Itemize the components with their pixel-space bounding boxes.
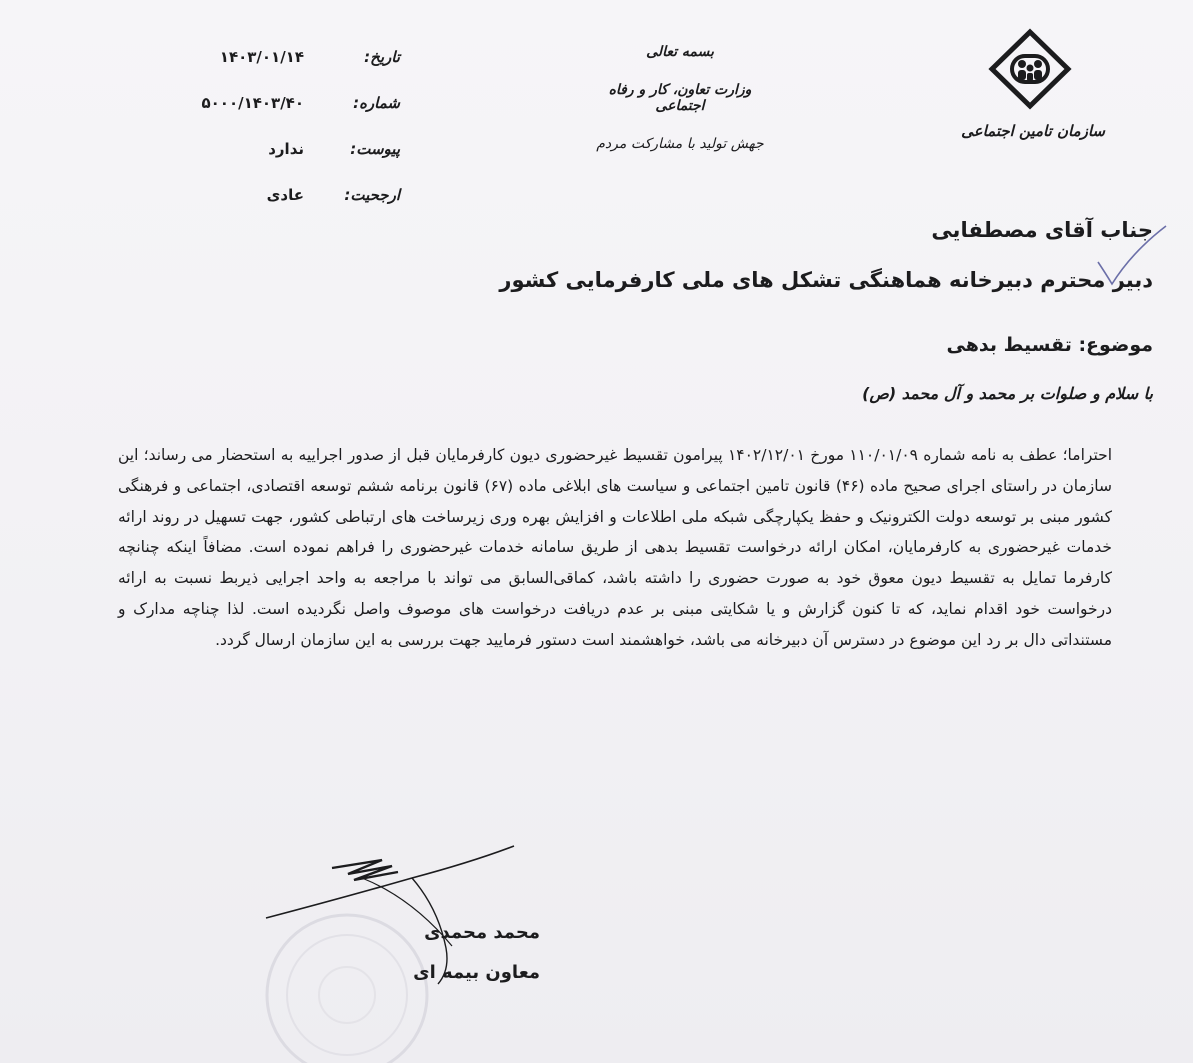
priority-label: ارجحیت: [344, 186, 400, 204]
attachment-label: پیوست: [350, 140, 400, 158]
recipient-title: دبیر محترم دبیرخانه هماهنگی تشکل های ملی کارفرمایی کشور [499, 268, 1153, 292]
attachment-value: ندارد [268, 140, 304, 158]
checkmark-icon [1092, 222, 1172, 292]
basmala: بسمه تعالی [646, 44, 714, 60]
number-value: ۵۰۰۰/۱۴۰۳/۴۰ [201, 94, 304, 112]
priority-value: عادی [266, 186, 304, 204]
recipient-name: جناب آقای مصطفایی [931, 218, 1153, 242]
ministry-name: وزارت تعاون، کار و رفاه اجتماعی [608, 82, 752, 114]
attachment-row [180, 140, 400, 186]
social-security-logo [988, 28, 1072, 110]
signatory-title: معاون بیمه ای [413, 962, 540, 983]
letterhead-center [590, 44, 770, 152]
organization-name: سازمان تامین اجتماعی [961, 122, 1105, 140]
number-row [180, 94, 400, 140]
letter-meta [180, 48, 400, 232]
recipient-block [253, 218, 1153, 292]
date-label: تاریخ: [364, 48, 400, 66]
signatory-name: محمد محمدی [424, 922, 540, 943]
date-value: ۱۴۰۳/۰۱/۱۴ [219, 48, 304, 66]
letter-subject: موضوع: تقسیط بدهی [946, 334, 1153, 356]
greeting: با سلام و صلوات بر محمد و آل محمد (ص) [862, 384, 1153, 403]
number-label: شماره: [353, 94, 400, 112]
date-row [180, 48, 400, 94]
letter-body: احتراما؛ عطف به نامه شماره ۱۱۰/۰۱/۰۹ مورخ ۱۴۰۲/۱۲/۰۱ پیرامون تقسیط غیرحضوری دیون کارفرمایان قبل از صدور اجراییه به استحضار می رساند؛ این سازمان در راستای اجرای صحیح ماده (۴۶) قانون تامین اجتماعی و سیاست های ابلاغی ماده (۶۷) قانون برنامه ششم توسعه اقتصادی، اجتماعی و فرهنگی کشور مبنی بر توسعه دولت الکترونیک و حفظ یکپارچگی شبکه ملی اطلاعات و افزایش بهره وری زیرساخت های ارتباطی کشور، جهت تسهیل در روند ارائه خدمات غیرحضوری به کارفرمایان، امکان ارائه درخواست تقسیط بدهی از طریق سامانه خدمات غیرحضوری را فراهم نموده است. مضافاً اینکه چنانچه کارفرما تمایل به تقسیط دیون معوق خود به صورت حضوری را داشته باشد، کماقی‌السابق می تواند با مراجعه به واحد اجرایی ذیربط نسبت به ارائه درخواست خود اقدام نماید، که تا کنون گزارش و یا شکایتی مبنی بر عدم دریافت درخواست های موصوف واصل نگردیده است. لذا چناچه مدارک و مستنداتی دال بر رد این موضوع در دسترس آن دبیرخانه می باشد، خواهشمند است دستور فرمایید جهت بررسی به این سازمان ارسال گردد. [118, 446, 1113, 649]
year-slogan: جهش تولید با مشارکت مردم [596, 136, 764, 152]
